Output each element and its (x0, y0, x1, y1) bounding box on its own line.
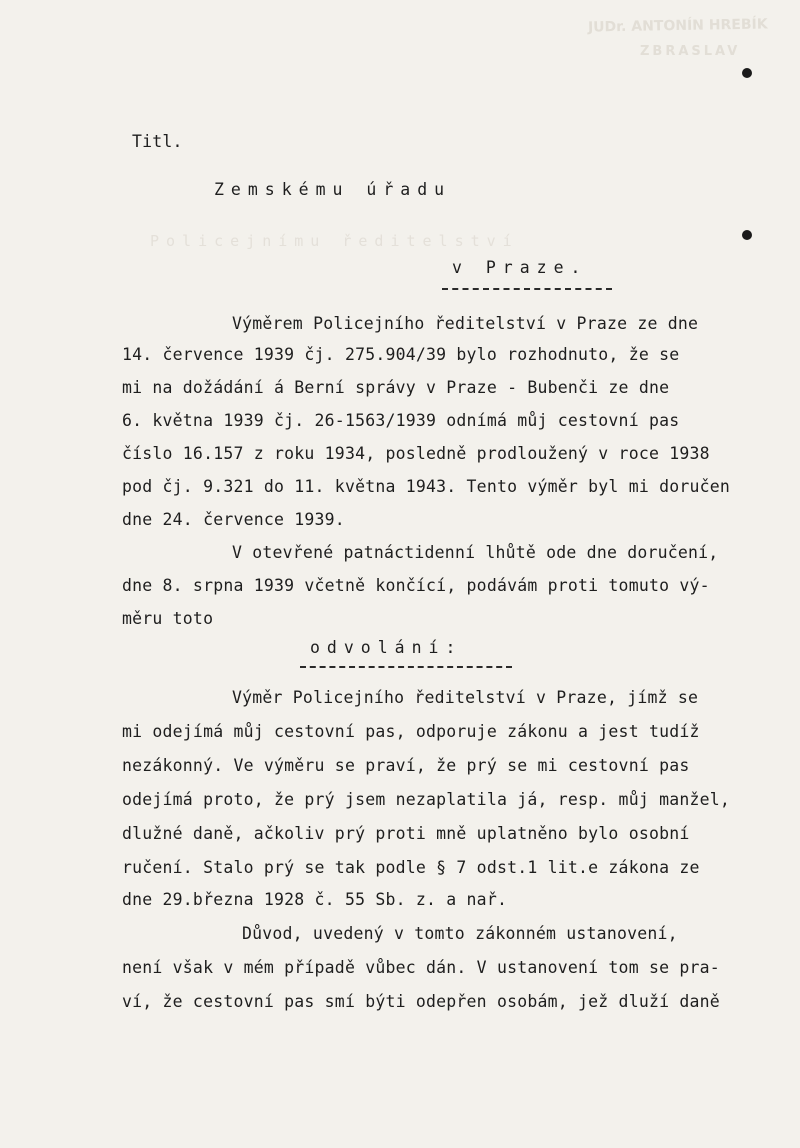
bleed-through-faint-header: Policejnímu ředitelství (150, 232, 519, 250)
paragraph4-line3: ví, že cestovní pas smí býti odepřen osobám, jež dluží daně (122, 992, 720, 1011)
paragraph1-line2: 14. července 1939 čj. 275.904/39 bylo rozhodnuto, že se (122, 345, 680, 364)
paragraph4-line1: Důvod, uvedený v tomto zákonném ustanovení, (242, 924, 678, 943)
paragraph1-line3: mi na dožádání á Berní správy v Praze - Bubenči ze dne (122, 378, 670, 397)
paragraph1-line5: číslo 16.157 z roku 1934, posledně prodloužený v roce 1938 (122, 444, 710, 463)
salutation: Titl. (132, 132, 183, 151)
punch-hole-top (742, 68, 752, 78)
paragraph2-line2: dne 8. srpna 1939 včetně končící, podávám proti tomuto vý- (122, 576, 710, 595)
paragraph1-line1: Výměrem Policejního ředitelství v Praze ze dne (232, 314, 699, 333)
paragraph3-line1: Výměr Policejního ředitelství v Praze, jímž se (232, 688, 699, 707)
paragraph3-line6: ručení. Stalo prý se tak podle § 7 odst.1 lit.e zákona ze (122, 858, 700, 877)
recipient-office: Zemskému úřadu (214, 180, 452, 199)
appeal-heading-underline (300, 666, 512, 668)
recipient-city: v Praze. (452, 258, 588, 277)
appeal-heading: odvolání: (310, 638, 463, 657)
paragraph2-line1: V otevřené patnáctidenní lhůtě ode dne doručení, (232, 543, 719, 562)
punch-hole-bottom (742, 230, 752, 240)
paragraph3-line3: nezákonný. Ve výměru se praví, že prý se mi cestovní pas (122, 756, 690, 775)
paragraph3-line4: odejímá proto, že prý jsem nezaplatila já, resp. můj manžel, (122, 790, 731, 809)
paragraph1-line6: pod čj. 9.321 do 11. května 1943. Tento výměr byl mi doručen (122, 477, 731, 496)
paragraph2-line3: měru toto (122, 609, 214, 628)
paragraph3-line5: dlužné daně, ačkoliv prý proti mně uplatněno bylo osobní (122, 824, 690, 843)
paragraph3-line2: mi odejímá můj cestovní pas, odporuje zákonu a jest tudíž (122, 722, 700, 741)
bleed-through-stamp-line1: JUDr. ANTONÍN HREBÍK (587, 16, 768, 36)
paragraph4-line2: není však v mém případě vůbec dán. V ustanovení tom se pra- (122, 958, 720, 977)
paragraph1-line4: 6. května 1939 čj. 26-1563/1939 odnímá můj cestovní pas (122, 411, 680, 430)
paragraph3-line7: dne 29.března 1928 č. 55 Sb. z. a nař. (122, 890, 508, 909)
paragraph1-line7: dne 24. července 1939. (122, 510, 345, 529)
bleed-through-stamp-line2: ZBRASLAV (640, 44, 741, 59)
recipient-underline (442, 288, 612, 290)
